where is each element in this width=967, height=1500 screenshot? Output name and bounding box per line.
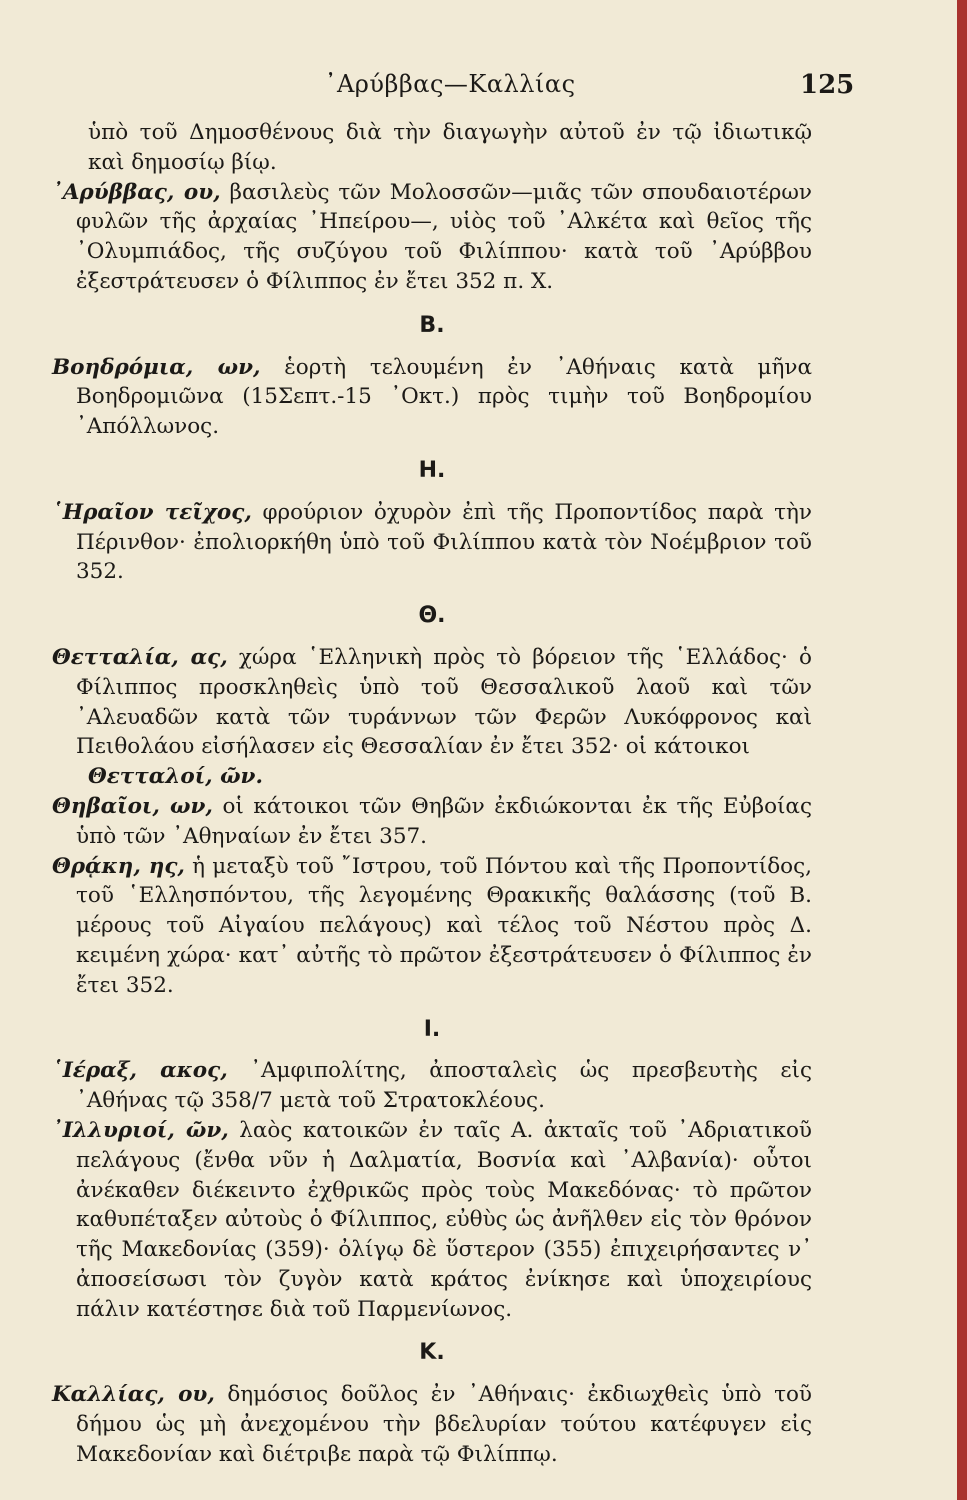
entry-definition: λαὸς κατοικῶν ἐν ταῖς Α. ἀκταῖς τοῦ ᾿Αδριατικοῦ πελάγους (ἔνθα νῦν ἡ Δαλματία, Βοσνία καὶ ᾿Αλβανία)· οὗτοι ἀνέκαθεν διέκειντο ἐχθρικῶς πρὸς τοὺς Μακεδόνας· τὸ πρῶτον καθυπέταξεν αὐτοὺς ὁ Φίλιππος, εὐθὺς ὡς ἀνῆλθεν εἰς τὸν θρόνον τῆς Μακεδονίας (359)· ὀλίγῳ δὲ ὕστερον (355) ἐπιχειρήσαντες ν᾿ ἀποσείσωσι τὸν ζυγὸν κατὰ κράτος ἐνίκησε καὶ ὑποχειρίους πάλιν κατέστησε διὰ τοῦ Παρμενίωνος. [76,1117,812,1322]
glossary-entry [52,178,812,297]
entry-definition: δημόσιος δοῦλος ἐν ᾿Αθήναις· ἐκδιωχθεὶς ὑπὸ τοῦ δήμου ὡς μὴ ἀνεχομένου τὴν βδελυρίαν τούτου κατέφυγεν εἰς Μακεδονίαν καὶ διέτριβε παρὰ τῷ Φιλίππῳ. [76,1382,812,1467]
entry-headword: Θετταλία, ας, [52,644,228,670]
glossary-entry [52,643,812,762]
glossary-entry [52,353,812,442]
section-letter: Η. [418,457,446,483]
entry-definition: ἑορτὴ τελουμένη ἐν ᾿Αθήναις κατὰ μῆνα Βοηδρομιῶνα (15Σεπτ.-15 ᾿Οκτ.) πρὸς τιμὴν τοῦ Βοηδρομίου ᾿Απόλλωνος. [76,354,812,440]
entry-definition: βασιλεὺς τῶν Μολοσσῶν—μιᾶς τῶν σπουδαιοτέρων φυλῶν τῆς ἀρχαίας ᾿Ηπείρου—, υἱὸς τοῦ ᾿Αλκέτα καὶ θεῖος τῆς ᾿Ολυμπιάδος, τῆς συζύγου τοῦ Φιλίππου· κατὰ τοῦ ᾿Αρύββου ἐξεστράτευσεν ὁ Φίλιππος ἐν ἔτει 352 π. Χ. [76,179,812,294]
glossary-entry [52,852,812,1001]
entry-continuation: ὑπὸ τοῦ Δημοσθένους διὰ τὴν διαγωγὴν αὐτοῦ ἐν τῷ ἰδιωτικῷ καὶ δημοσίῳ βίῳ. [88,120,812,175]
running-head: ᾿Αρύββας—Καλλίας [324,70,576,98]
entry-continuation [52,762,812,792]
glossary-entry [52,1056,812,1116]
entry-headword: Βοηδρόμια, ων, [52,354,261,380]
entry-headword: ῾Ηραῖον τεῖχος, [52,499,252,525]
entry-definition: χώρα ῾Ελληνικὴ πρὸς τὸ βόρειον τῆς ῾Ελλάδος· ὁ Φίλιππος προσκληθεὶς ὑπὸ τοῦ Θεσσαλικοῦ λαοῦ καὶ τῶν ᾿Αλευαδῶν κατὰ τῶν τυράννων τῶν Φερῶν Λυκόφρονος καὶ Πειθολάου εἰσήλασεν εἰς Θεσσαλίαν ἐν ἔτει 352· οἱ κάτοικοι [76,644,812,760]
entry-headword: Θετταλοί, ῶν. [88,764,263,790]
entry-headword: ᾿Αρύββας, ου, [52,179,221,205]
entry-headword: ᾿Ιλλυριοί, ῶν, [52,1117,229,1143]
entry-definition: ἡ μεταξὺ τοῦ ῎Ιστρου, τοῦ Πόντου καὶ τῆς Προποντίδος, τοῦ ῾Ελλησπόντου, τῆς λεγομένης Θρακικῆς θαλάσσης (τοῦ Β. μέρους τοῦ Αἰγαίου πελάγους) καὶ τέλος τοῦ Νέστου πρὸς Δ. κειμένη χώρα· κατ᾿ αὐτῆς τὸ πρῶτον ἐξεστράτευσεν ὁ Φίλιππος ἐν ἔτει 352. [76,853,813,998]
entry-definition: φρούριον ὀχυρὸν ἐπὶ τῆς Προποντίδος παρὰ τὴν Πέρινθον· ἐπολιορκήθη ὑπὸ τοῦ Φιλίππου κατὰ τὸν Νοέμβριον τοῦ 352. [76,499,812,585]
glossary-entry [52,1380,812,1469]
page-header [0,64,957,104]
entry-definition: ᾿Αμφιπολίτης, ἀποσταλεὶς ὡς πρεσβευτὴς εἰς ᾿Αθήνας τῷ 358/7 μετὰ τοῦ Στρατοκλέους. [76,1058,812,1114]
glossary-entry [52,498,812,587]
entry-headword: Θηβαῖοι, ων, [52,793,213,819]
entry-headword: Καλλίας, ου, [52,1382,215,1408]
section-letter: Κ. [419,1340,445,1366]
entry-headword: Θρᾴκη, ης, [52,853,185,879]
entry-definition: οἱ κάτοικοι τῶν Θηβῶν ἐκδιώκονται ἐκ τῆς Εὐβοίας ὑπὸ τῶν ᾿Αθηναίων ἐν ἔτει 357. [76,793,812,849]
glossary-entry [52,792,812,852]
section-letter: Ι. [423,1016,441,1042]
entry-headword: ῾Ιέραξ, ακος, [52,1058,228,1084]
section-letter: Θ. [418,603,446,629]
glossary-entry [52,1116,812,1325]
page-number: 125 [800,70,855,100]
section-letter: Β. [419,312,445,338]
glossary-content [52,118,812,1470]
